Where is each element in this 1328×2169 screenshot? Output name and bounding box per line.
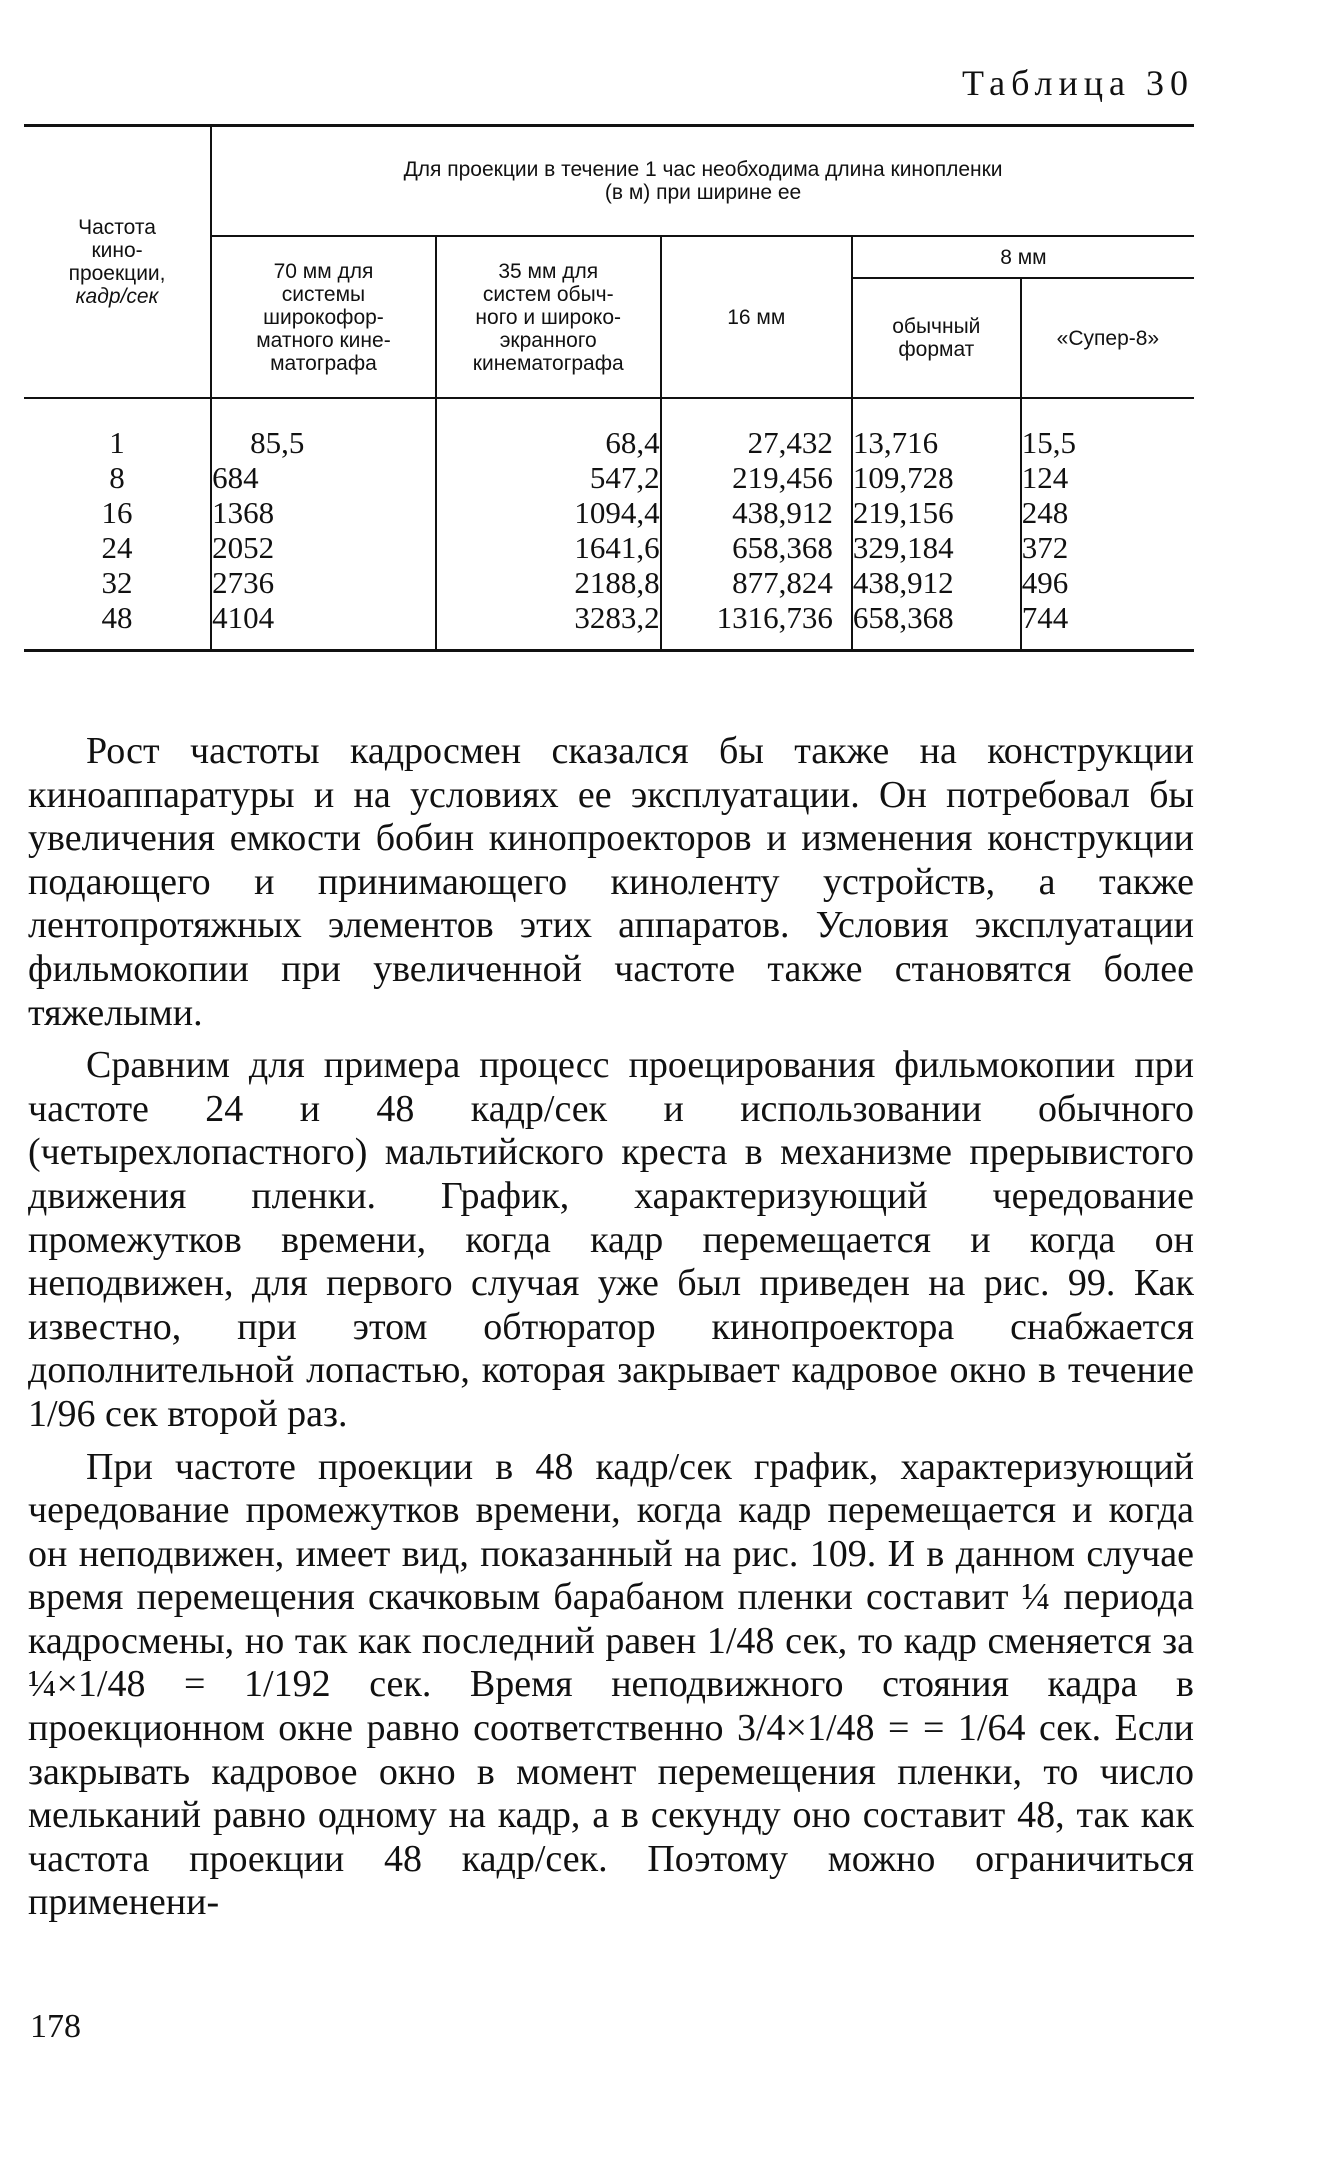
column-16mm-values: 27,432 219,456 438,912 658,368 877,824 1316,736 xyxy=(661,398,852,651)
page-number: 178 xyxy=(30,2008,81,2045)
column-8mm-super-values: 15,5 124 248 372 496 744 xyxy=(1021,398,1194,651)
paragraph-3: При частоте проекции в 48 кадр/сек график, характеризующий чередование промежутков времени, когда кадр перемещается и когда он неподвижен, имеет вид, показанный на рис. 109. И в данном случае время перемещения скачковым барабаном пленки составит ¼ периода кадросмены, но так как последний равен 1/48 сек, то кадр сменяется за ¼×1/48 = 1/192 сек. Время неподвижного стояния кадра в проекционном окне равно соответственно 3/4×1/48 = = 1/64 сек. Если закрывать кадровое окно в момент перемещения пленки, то число мельканий равно одному на кадр, а в секунду оно составит 48, так как частота проекции 48 кадр/сек. Поэтому можно ограничиться применени- xyxy=(28,1445,1194,1924)
table-caption: Таблица 30 xyxy=(962,63,1194,103)
column-70mm-values: 85,5 684 1368 2052 2736 4104 xyxy=(211,398,436,651)
paragraph-1: Рост частоты кадросмен сказался бы также на конструкции киноаппаратуры и на условиях ее эксплуатации. Он потребовал бы увеличения емкости бобин кинопроекторов и изменения конструкции подающего и принимающего киноленту устройств, а также лентопротяжных элементов этих аппаратов. Условия эксплуатации фильмокопии при увеличенной частоте также становятся более тяжелыми. xyxy=(28,730,1194,1034)
header-8mm: 8 мм xyxy=(852,236,1194,278)
header-main: Для проекции в течение 1 час необходима длина кинопленки (в м) при ширине ее xyxy=(211,126,1194,237)
column-35mm-values: 68,4 547,2 1094,4 1641,6 2188,8 3283,2 xyxy=(436,398,661,651)
header-8mm-regular: обычный формат xyxy=(852,278,1021,398)
header-70mm: 70 мм для системы широкофор- матного кине- матографа xyxy=(211,236,436,398)
header-frequency: Частота кино- проекции, кадр/сек xyxy=(68,216,166,308)
paragraph-2: Сравним для примера процесс проецирования фильмокопии при частоте 24 и 48 кадр/сек и использовании обычного (четырехлопастного) мальтийского креста в механизме прерывистого движения пленки. График, характеризующий чередование промежутков времени, когда кадр перемещается и когда он неподвижен, для первого случая уже был приведен на рис. 99. Как известно, при этом обтюратор кинопроектора снабжается дополнительной лопастью, которая закрывает кадровое окно в течение 1/96 сек второй раз. xyxy=(28,1044,1194,1435)
header-35mm: 35 мм для систем обыч- ного и широко- экранного кинематографа xyxy=(436,236,661,398)
column-frequency: 1 8 16 24 32 48 xyxy=(101,425,133,635)
film-length-table xyxy=(24,124,1194,652)
body-text xyxy=(28,730,1194,1934)
header-16mm: 16 мм xyxy=(661,236,852,398)
header-8mm-super: «Супер-8» xyxy=(1021,278,1194,398)
column-8mm-regular-values: 13,716 109,728 219,156 329,184 438,912 658,368 xyxy=(852,398,1021,651)
